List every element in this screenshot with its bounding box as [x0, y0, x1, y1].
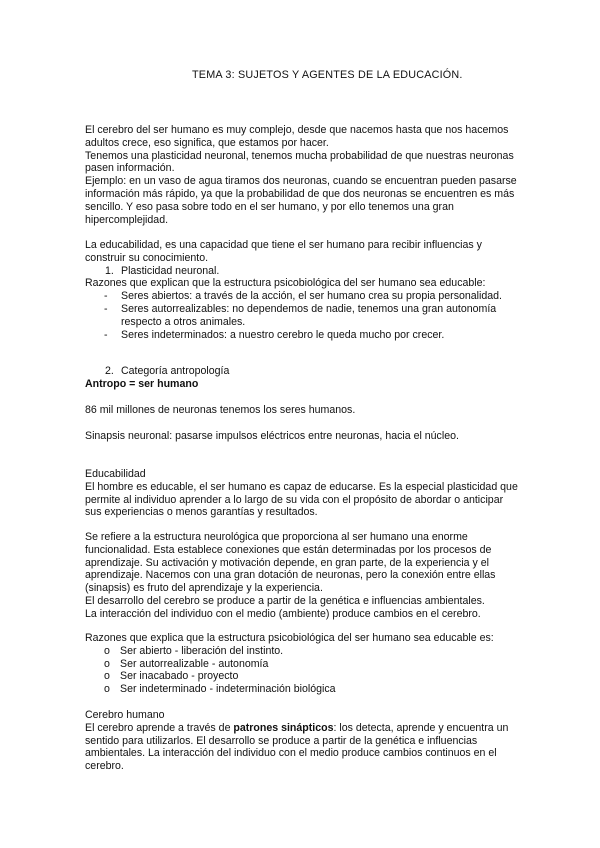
section-paragraph: La interacción del individuo con el medio (ambiente) produce cambios en el cerebro.: [85, 607, 481, 620]
list-item: [85, 670, 520, 683]
neuronas-text: 86 mil millones de neuronas tenemos los seres humanos.: [85, 404, 356, 416]
circle-bullet: o: [104, 657, 110, 670]
circle-bullet: o: [104, 644, 110, 657]
section-heading: Educabilidad: [85, 468, 146, 480]
section-heading: Cerebro humano: [85, 709, 165, 721]
circle-bullet-list: [85, 645, 520, 696]
list-number: 1.: [105, 264, 114, 277]
antropologia-section: [85, 365, 520, 391]
dash-list: [85, 290, 520, 341]
list-item-text: Ser abierto - liberación del instinto.: [120, 644, 284, 657]
list-item-text: Seres abiertos: a través de la acción, el ser humano crea su propia personalidad.: [121, 290, 503, 303]
list-item-text: Ser autorrealizable - autonomía: [120, 657, 269, 670]
list-item: [85, 658, 520, 671]
section-paragraph: Se refiere a la estructura neurológica que proporciona al ser humano una enorme funcionalidad. Esta establece conexiones que están determinadas por los procesos de aprendizaje. Su activación y motivación depende, en gran parte, de la experiencia y el aprendizaje. Nacemos con una gran dotación de neuronas, pero la conexión entre ellas (sinapsis) es fruto del aprendizaje y la experiencia.: [85, 531, 496, 595]
list-item: [85, 683, 520, 696]
section-paragraph: El desarrollo del cerebro se produce a partir de la genética e influencias ambientales.: [85, 594, 485, 607]
intro-paragraph: Tenemos una plasticidad neuronal, tenemos mucha probabilidad de que nuestras neuronas pasen información.: [85, 149, 514, 175]
educabilidad-definition-section: [85, 239, 520, 341]
educabilidad-section: [85, 468, 520, 519]
dash-bullet: -: [104, 328, 108, 341]
estructura-section: [85, 531, 520, 621]
list-item-text: Ser indeterminado - indeterminación biológica: [120, 683, 336, 696]
sinapsis-text: Sinapsis neuronal: pasarse impulsos eléctricos entre neuronas, hacia el núcleo.: [85, 430, 459, 442]
circle-bullet: o: [104, 683, 110, 696]
educabilidad-definition: La educabilidad, es una capacidad que tiene el ser humano para recibir influencias y construir su conocimiento.: [85, 239, 482, 264]
list-item-text: Ser inacabado - proyecto: [120, 670, 239, 683]
razones-educable-section: [85, 632, 520, 696]
list-item: [85, 303, 520, 329]
intro-paragraph: El cerebro del ser humano es muy complejo, desde que nacemos hasta que nos hacemos adultos crece, eso significa, que estamos por hacer.: [85, 124, 509, 149]
neuronas-line: [85, 404, 520, 417]
list-item-label: Plasticidad neuronal.: [121, 264, 220, 277]
circle-bullet: o: [104, 670, 110, 683]
dash-bullet: -: [104, 290, 108, 303]
page-title: TEMA 3: SUJETOS Y AGENTES DE LA EDUCACIÓN.: [192, 69, 463, 81]
list-item-text: Seres autorrealizables: no dependemos de nadie, tenemos una gran autonomía respecto a otros animales.: [121, 302, 497, 328]
text-run: El cerebro aprende a través de: [85, 721, 234, 734]
list-item-text: Seres indeterminados: a nuestro cerebro le queda mucho por crecer.: [121, 328, 445, 341]
list-item-label: Categoría antropología: [121, 365, 230, 377]
antropo-definition: Antropo = ser humano: [85, 377, 199, 390]
intro-paragraph: Ejemplo: en un vaso de agua tiramos dos neuronas, cuando se encuentran pueden pasarse información más rápido, ya que la probabilidad de que dos neuronas se encuentren es más sencillo. Y eso pasa sobre todo en el ser humano, y por ello tenemos una gran hipercomplejidad.: [85, 175, 517, 226]
section-paragraph: El hombre es educable, el ser humano es capaz de educarse. Es la especial plasticidad que permite al individuo aprender a lo largo de su vida con el propósito de abordar o anticipar sus experiencias o menos garantías y resultados.: [85, 480, 518, 519]
numbered-item-antropologia: [85, 365, 520, 378]
section-paragraph: [85, 722, 520, 773]
razones-heading: Razones que explica que la estructura psicobiológica del ser humano sea educable es:: [85, 632, 494, 644]
intro-section: [85, 124, 520, 226]
dash-bullet: -: [104, 302, 108, 315]
numbered-item-plasticidad: [85, 265, 520, 278]
text-run: : los detecta, aprende y encuentra un sentido para utilizarlos. El desarrollo se produce a partir de la genética e influencias ambientales. La interacción del individuo con el medio produce cambios continuos en el cerebro.: [85, 721, 509, 773]
list-item: [85, 645, 520, 658]
razones-heading: Razones que explican que la estructura psicobiológica del ser humano sea educable:: [85, 277, 486, 290]
sinapsis-line: [85, 430, 520, 443]
bold-term: patrones sinápticos: [233, 721, 334, 734]
list-item: [85, 290, 520, 303]
list-number: 2.: [105, 365, 114, 377]
list-item: [85, 329, 520, 342]
cerebro-section: [85, 709, 520, 773]
